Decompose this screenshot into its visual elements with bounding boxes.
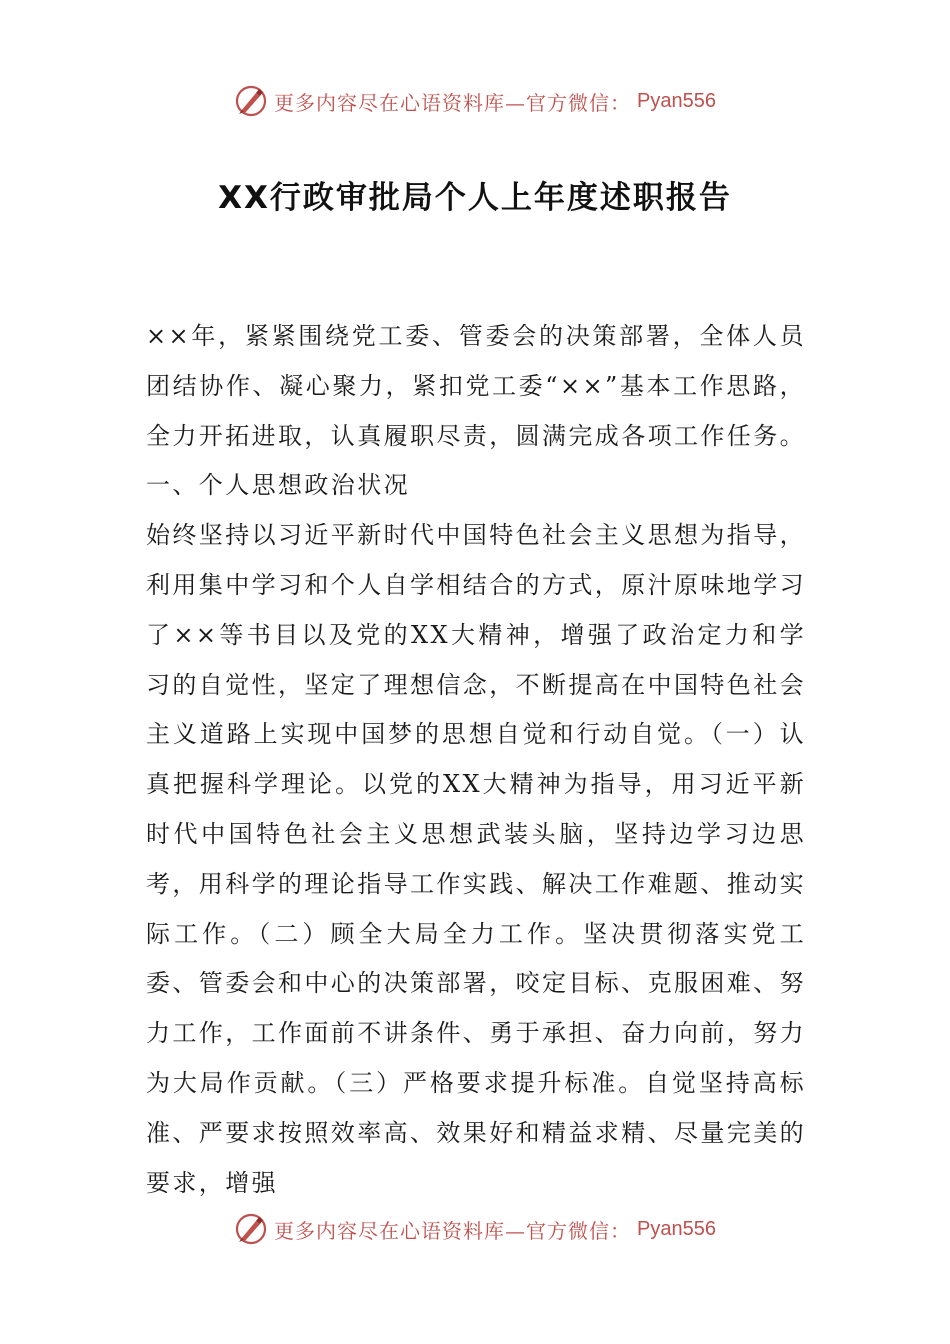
watermark-footer <box>0 1212 950 1246</box>
document-title: XX行政审批局个人上年度述职报告 <box>218 180 732 216</box>
watermark-brand: Pyan556 <box>637 89 716 112</box>
watermark-brand: Pyan556 <box>637 1217 716 1240</box>
watermark-text: 更多内容尽在心语资料库—官方微信： <box>274 90 632 115</box>
watermark-text: 更多内容尽在心语资料库—官方微信： <box>274 1218 632 1243</box>
pen-logo-icon <box>234 1212 268 1246</box>
pen-logo-icon <box>234 84 268 118</box>
paragraph-intro: ××年，紧紧围绕党工委、管委会的决策部署，全体人员团结协作、凝心聚力，紧扣党工委“××”基本工作思路，全力开拓进取，认真履职尽责，圆满完成各项工作任务。 <box>146 322 806 450</box>
section-heading: 一、个人思想政治状况 <box>146 471 410 500</box>
paragraph-body: 始终坚持以习近平新时代中国特色社会主义思想为指导，利用集中学习和个人自学相结合的方式，原汁原味地学习了××等书目以及党的XX大精神，增强了政治定力和学习的自觉性，坚定了理想信念，不断提高在中国特色社会主义道路上实现中国梦的思想自觉和行动自觉。（一）认真把握科学理论。以党的XX大精神为指导，用习近平新时代中国特色社会主义思想武装头脑，坚持边学习边思考，用科学的理论指导工作实践、解决工作难题、推动实际工作。（二）顾全大局全力工作。坚决贯彻落实党工委、管委会和中心的决策部署，咬定目标、克服困难、努力工作，工作面前不讲条件、勇于承担、奋力向前，努力为大局作贡献。（三）严格要求提升标准。自觉坚持高标准、严要求按照效率高、效果好和精益求精、尽量完美的要求，增强 <box>146 521 806 1197</box>
document-body <box>146 312 806 1208</box>
watermark-header <box>0 84 950 118</box>
